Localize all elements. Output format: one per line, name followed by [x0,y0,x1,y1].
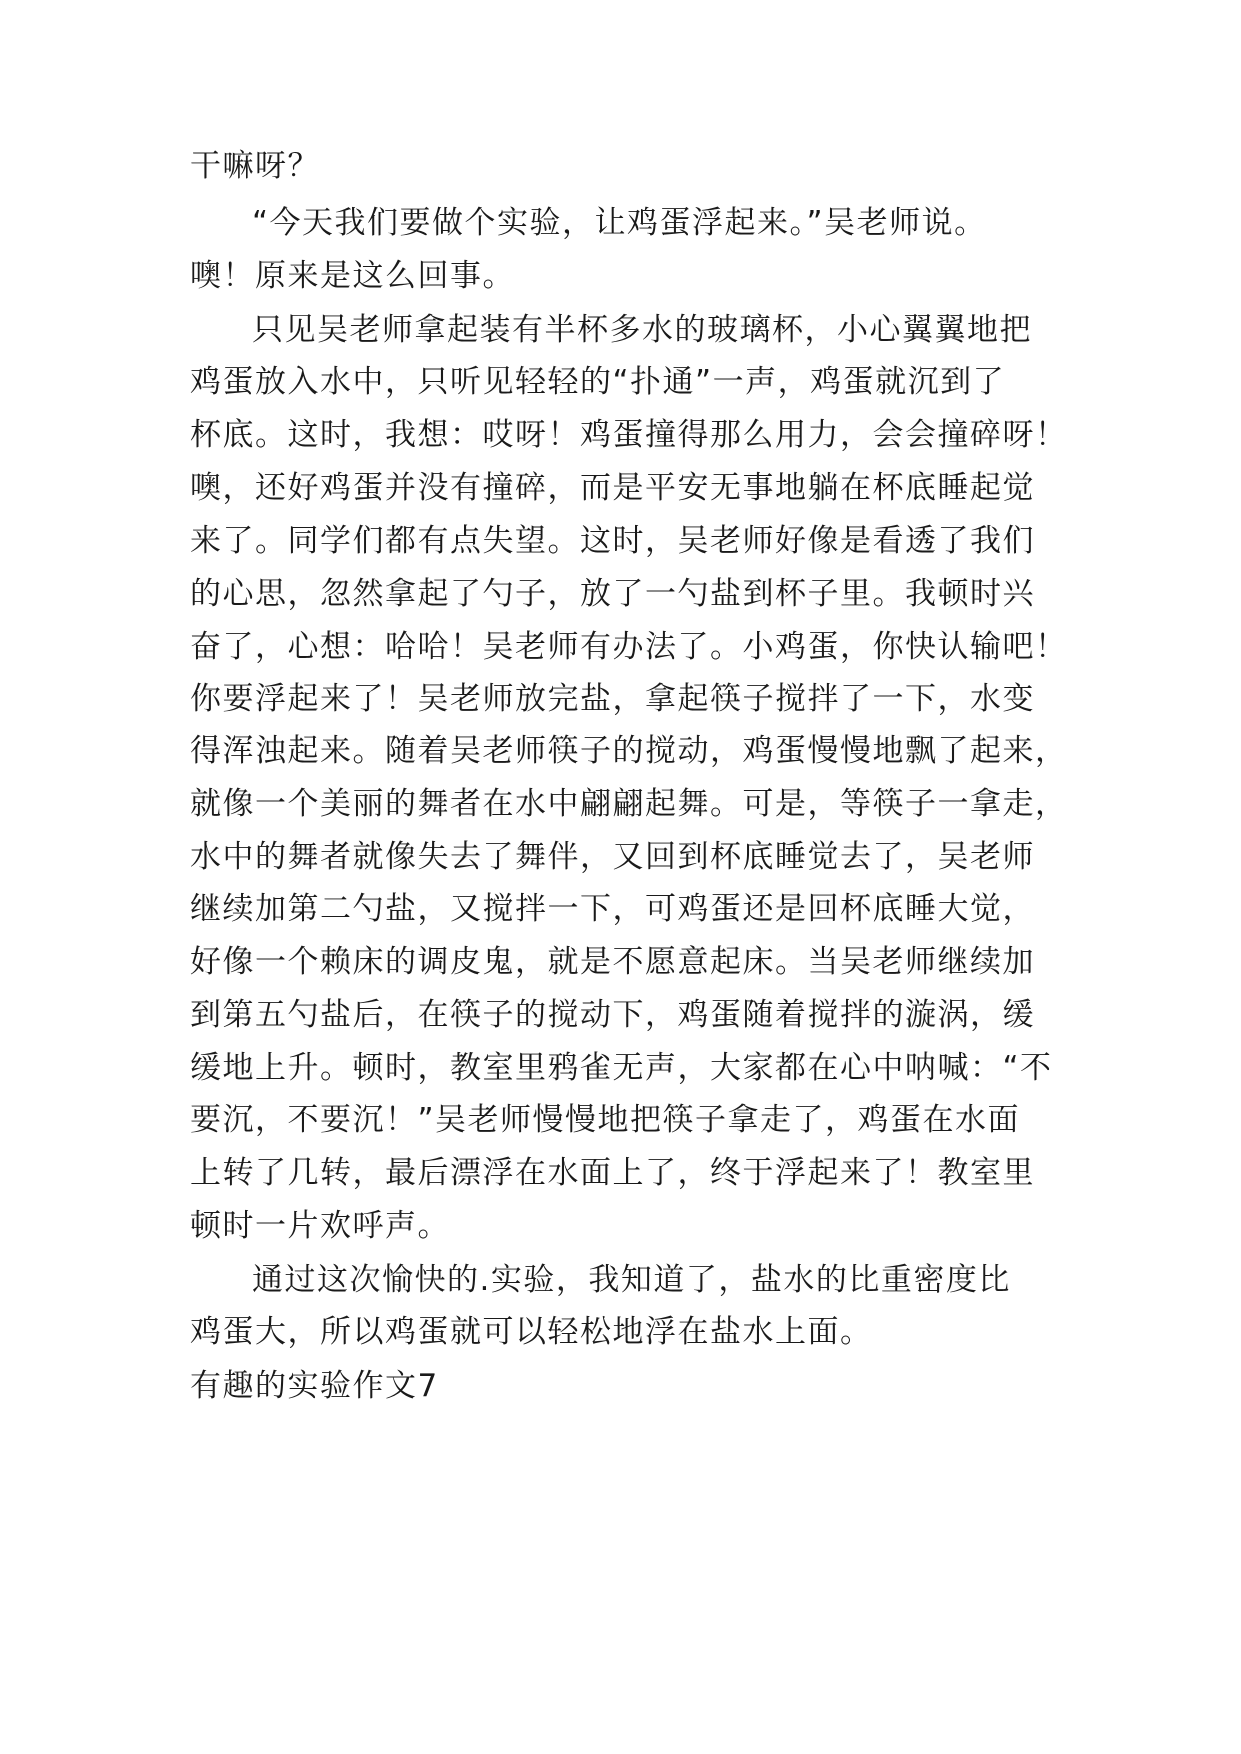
text-line: 的心思，忽然拿起了勺子，放了一勺盐到杯子里。我顿时兴 [190,576,1035,612]
text-line: 来了。同学们都有点失望。这时，吴老师好像是看透了我们 [190,523,1035,559]
text-line: 上转了几转，最后漂浮在水面上了，终于浮起来了！教室里 [190,1155,1035,1191]
text-line: 到第五勺盐后，在筷子的搅动下，鸡蛋随着搅拌的漩涡，缓 [190,997,1035,1033]
text-line: 继续加第二勺盐，又搅拌一下，可鸡蛋还是回杯底睡大觉， [190,891,1035,927]
text-line: 噢！原来是这么回事。 [190,258,515,294]
text-line: 得浑浊起来。随着吴老师筷子的搅动，鸡蛋慢慢地飘了起来， [190,733,1068,769]
text-line: 鸡蛋大，所以鸡蛋就可以轻松地浮在盐水上面。 [190,1314,873,1350]
text-line: 奋了，心想：哈哈！吴老师有办法了。小鸡蛋，你快认输吧！ [190,629,1068,665]
text-line: 你要浮起来了！吴老师放完盐，拿起筷子搅拌了一下，水变 [190,681,1035,717]
text-line: 顿时一片欢呼声。 [190,1208,450,1244]
text-line: “今天我们要做个实验，让鸡蛋浮起来。”吴老师说。 [252,205,987,241]
text-line: 只见吴老师拿起装有半杯多水的玻璃杯，小心翼翼地把 [252,312,1032,348]
text-line: 就像一个美丽的舞者在水中翩翩起舞。可是，等筷子一拿走， [190,786,1068,822]
text-line: 杯底。这时，我想：哎呀！鸡蛋撞得那么用力，会会撞碎呀！ [190,417,1068,453]
text-line: 水中的舞者就像失去了舞伴，又回到杯底睡觉去了，吴老师 [190,839,1035,875]
text-line: 缓地上升。顿时，教室里鸦雀无声，大家都在心中呐喊：“不 [190,1050,1053,1086]
text-line: 好像一个赖床的调皮鬼，就是不愿意起床。当吴老师继续加 [190,944,1035,980]
section-heading: 有趣的实验作文7 [190,1368,439,1404]
text-line: 鸡蛋放入水中，只听见轻轻的“扑通”一声，鸡蛋就沉到了 [190,364,1006,400]
text-line: 通过这次愉快的.实验，我知道了，盐水的比重密度比 [252,1262,1011,1298]
text-line: 干嘛呀？ [190,148,320,184]
text-line: 要沉，不要沉！”吴老师慢慢地把筷子拿走了，鸡蛋在水面 [190,1102,1021,1138]
text-line: 噢，还好鸡蛋并没有撞碎，而是平安无事地躺在杯底睡起觉 [190,470,1035,506]
